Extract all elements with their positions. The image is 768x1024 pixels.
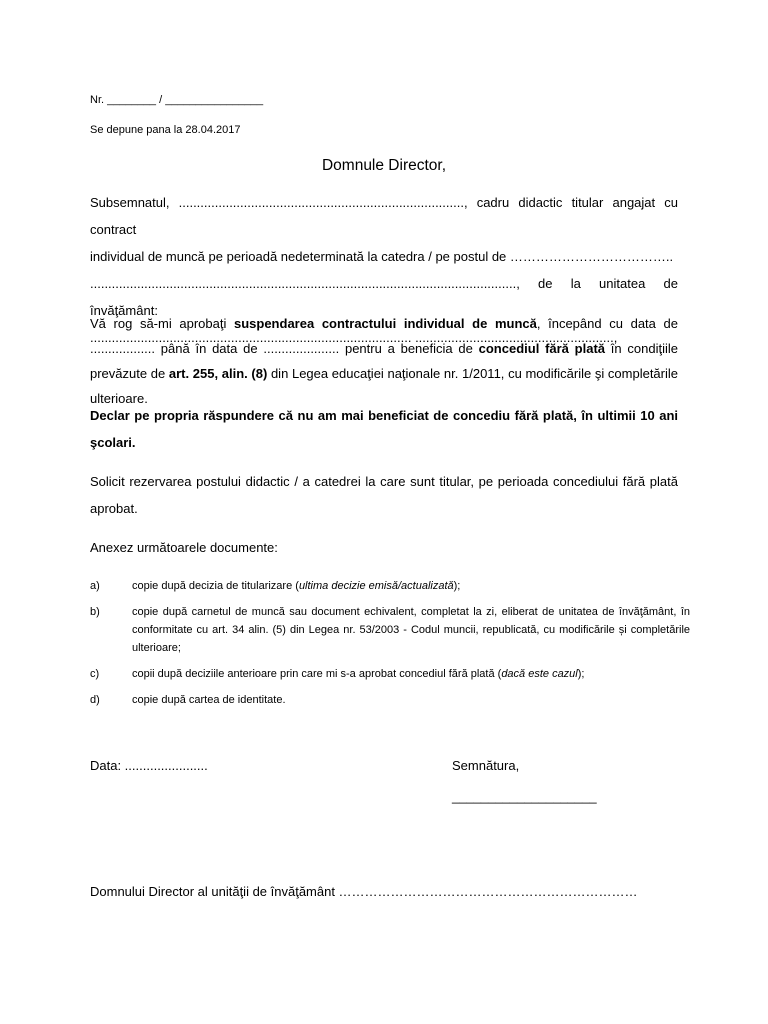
request-text: din Legea educaţiei naţionale nr. 1/2011, cu modificările şi completările ulterioare. [90, 366, 678, 406]
list-item [90, 603, 690, 657]
salutation: Domnule Director, [321, 157, 447, 174]
applicant-line-2: individual de muncă pe perioadă nedeterminată la catedra / pe postul de ……………………………….. [90, 249, 674, 264]
list-item [90, 577, 690, 595]
paragraph-declaration [90, 402, 678, 456]
list-item-text: copie după decizia de titularizare (ultima decizie emisă/actualizată); [132, 580, 461, 592]
signature-label: Semnătura, [452, 758, 520, 773]
list-marker: d) [90, 694, 100, 706]
list-item-text: copie după carnetul de muncă sau document echivalent, completat la zi, eliberat de unitatea de învăţământ, în conformitate cu art. 34 alin. (5) din Legea nr. 53/2003 - Codul muncii, republicată, cu modificările și completările ulterioare; [132, 606, 690, 654]
applicant-line-3: ......................................................................................................................, de la unitatea de învăţământ: [90, 276, 678, 318]
request-text: , începând cu data de .................. [90, 316, 678, 356]
addressee-footer: Domnului Director al unităţii de învăţământ …………………………………………………………… [90, 884, 638, 899]
request-text: în condiţiile prevăzute de [90, 341, 678, 381]
list-item-text: copii după deciziile anterioare prin care mi s-a aprobat concediul fără plată (dacă este cazul); [132, 668, 585, 680]
list-item-text: copie după cartea de identitate. [132, 694, 286, 706]
registration-number: Nr. ________ / ________________ [90, 94, 264, 106]
submission-deadline: Se depune pana la 28.04.2017 [90, 124, 241, 136]
applicant-line-4: ......................................................................................... ......................................................., [90, 330, 618, 345]
paragraph-reservation: Solicit rezervarea postului didactic / a catedrei la care sunt titular, pe perioada concediului fără plată aprobat. [90, 474, 678, 516]
request-bold-article: art. [168, 366, 190, 381]
request-bold-leave: concediul fără plată [478, 341, 606, 356]
list-marker: a) [90, 580, 100, 592]
date-field: Data: ....................... [90, 758, 208, 773]
signature-line: ____________________ [452, 789, 597, 804]
request-bold-paragraph: 255, alin. (8) [192, 366, 268, 381]
annex-list [90, 577, 690, 717]
declaration-text: Declar pe propria răspundere că nu am mai beneficiat de concediu fără plată, în ultimii 10 ani şcolari. [90, 408, 678, 450]
list-marker: c) [90, 668, 100, 680]
request-bold-contract: suspendarea contractului individual de muncă [233, 316, 537, 331]
list-item [90, 665, 690, 683]
list-marker: b) [90, 606, 100, 618]
list-item [90, 691, 690, 709]
request-text: până în data de ..................... pentru a beneficia de [160, 341, 479, 356]
annex-title: Anexez următoarele documente: [90, 540, 278, 555]
paragraph-request [90, 311, 678, 411]
applicant-line-1: Subsemnatul, ..............................................................................., cadru didactic titular angajat cu contract [90, 195, 678, 237]
request-text: Vă rog să-mi aprobaţi [90, 316, 234, 331]
